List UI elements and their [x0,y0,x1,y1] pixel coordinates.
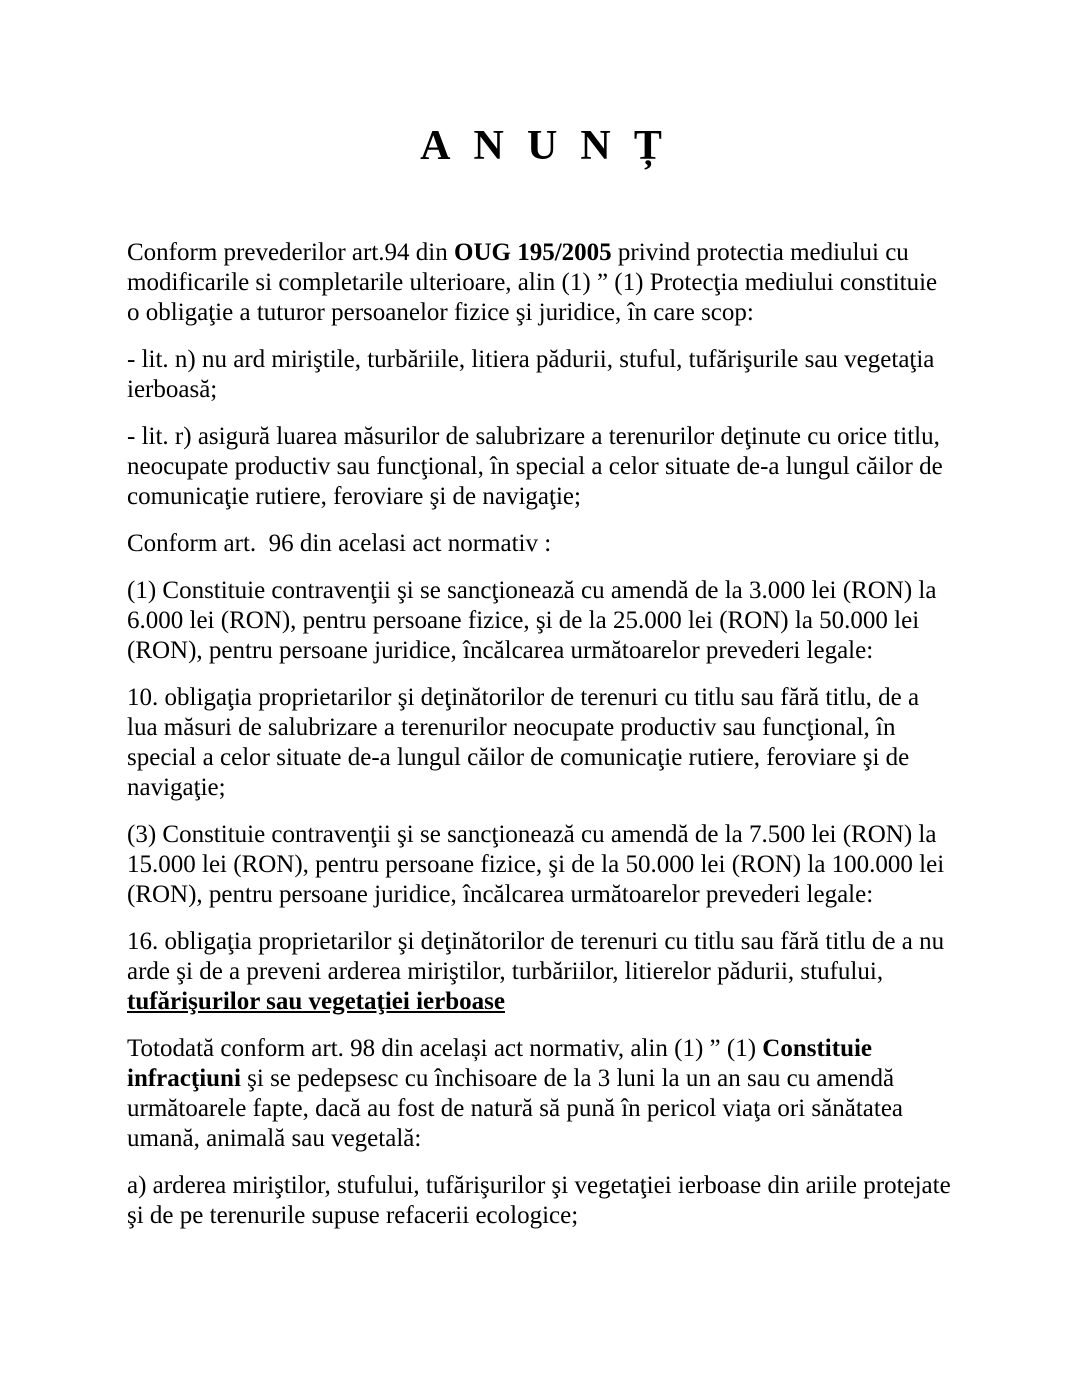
text-segment: Conform art. 96 din acelasi act normativ : [127,530,552,557]
paragraph [127,422,955,512]
text-segment: (3) Constituie contravenţii şi se sancţionează cu amendă de la 7.500 lei (RON) la 15.000 lei (RON), pentru persoane fizice, şi de la 50.000 lei (RON) la 100.000 lei (RON), pentru persoane juridice, încălcarea următoarelor prevederi legale: [127,821,951,908]
text-segment: OUG 195/2005 [454,239,612,266]
paragraph [127,529,955,559]
paragraph [127,820,955,910]
paragraph [127,683,955,803]
text-segment: , [876,958,884,985]
paragraph [127,1171,955,1231]
text-segment: (1) Constituie contravenţii şi se sancţionează cu amendă de la 3.000 lei (RON) la 6.000 lei (RON), pentru persoane fizice, şi de la 25.000 lei (RON) la 50.000 lei (RON), pentru persoane juridice, încălcarea următoarelor prevederi legale: [127,577,943,664]
paragraph [127,345,955,405]
text-segment: - lit. n) nu ard miriştile, turbăriile, litiera pădurii, stuful, tufărişurile sau vegetaţia ierboasă; [127,346,941,403]
text-segment: 10. obligaţia proprietarilor şi deţinătorilor de terenuri cu titlu sau fără titlu, de a lua măsuri de salubrizare a terenurilor neocupate productiv sau funcţional, în special a celor situate de-a lungul căilor de comunicaţie rutiere, feroviare şi de navigaţie; [127,684,926,801]
paragraph [127,927,955,1017]
text-segment: şi se pedepsesc cu închisoare de la 3 luni la un an sau cu amendă următoarele fapte, dacă au fost de natură să pună în pericol viaţa ori sănătatea umană, animală sau vegetală: [127,1065,910,1152]
text-segment: a) arderea miriştilor, stufului, tufărişurilor şi vegetaţiei ierboase din ariile protejate şi de pe terenurile supuse refacerii ecologice; [127,1172,957,1229]
document-body [127,238,955,1231]
text-segment: Conform prevederilor art.94 din [127,239,454,266]
text-segment: Totodată conform art. 98 din același act normativ, alin (1) ” (1) [127,1035,763,1062]
page-title: ANUNȚ [420,123,685,169]
text-segment [883,958,889,985]
paragraph [127,576,955,666]
text-segment: Constituie infracţiuni [127,1035,879,1092]
text-segment: privind protectia mediului cu modificarile si completarile ulterioare, alin (1) ” (1) Protecţia mediului constituie o obligaţie a tuturor persoanelor fizice şi juridice, în care scop: [127,239,944,326]
paragraph [127,238,955,328]
paragraph [127,1034,955,1154]
text-segment: tufărişurilor sau vegetaţiei ierboase [127,988,505,1015]
text-segment: - lit. r) asigură luarea măsurilor de salubrizare a terenurilor deţinute cu orice titlu, neocupate productiv sau funcţional, în special a celor situate de-a lungul căilor de comunicaţie rutiere, feroviare şi de navigaţie; [127,423,949,510]
text-segment: 16. obligaţia proprietarilor şi deţinătorilor de terenuri cu titlu sau fără titlu de a nu arde şi de a preveni arderea miriştilor, turbăriilor, litierelor pădurii, stufului [127,928,951,985]
